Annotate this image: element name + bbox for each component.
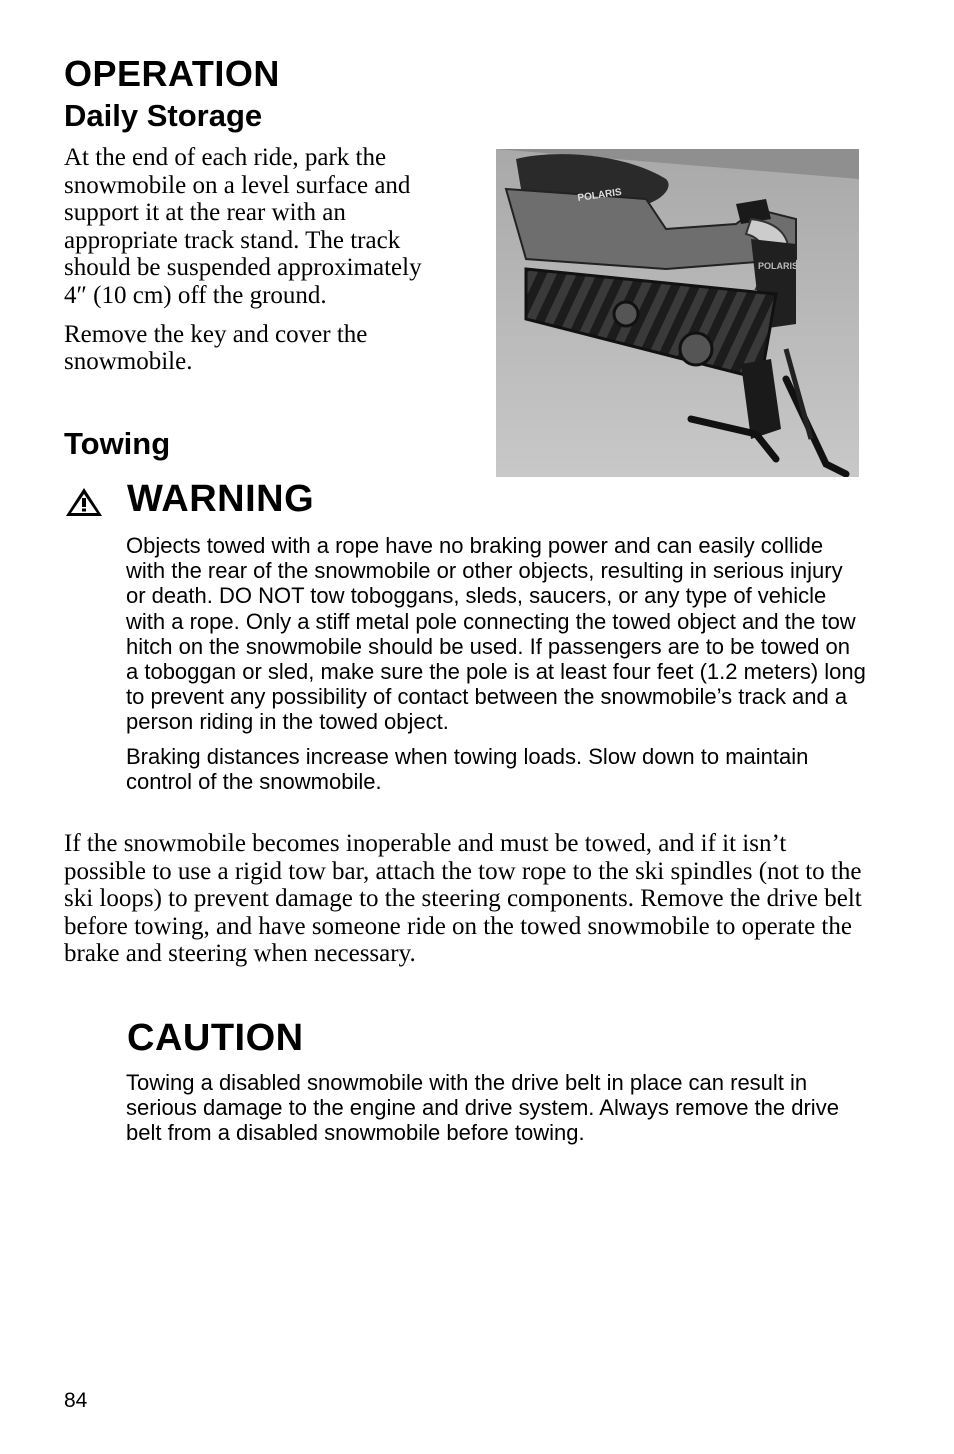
caution-text: Towing a disabled snowmobile with the drive belt in place can result in serious damage to the engine and drive system. Always remove the drive belt from a disabled snowmobile before towing. bbox=[126, 1070, 839, 1146]
warning-paragraph: Objects towed with a rope have no braking power and can easily collide with the rear of the snowmobile or other objects, resulting in serious injury or death. DO NOT tow toboggans, sleds, saucers, or any type of vehicle with a rope. Only a stiff metal pole connecting the towed object and the tow hitch on the snowmobile should be used. If passengers are to be towed on a toboggan or sled, make sure the pole is at least four feet (1.2 meters) long to prevent any possibility of contact between the snowmobile’s track and a person riding in the towed object. bbox=[126, 533, 866, 735]
daily-storage-paragraph: Remove the key and cover the snowmobile. bbox=[64, 320, 368, 376]
daily-storage-paragraph: At the end of each ride, park the snowmobile on a level surface and support it at the rear with an appropriate track stand. The track should be suspended approximately 4″ (10 cm) off the ground. bbox=[64, 144, 422, 309]
snowmobile-on-track-stand-photo bbox=[496, 149, 859, 477]
warning-label: WARNING bbox=[127, 478, 315, 520]
daily-storage-text bbox=[64, 144, 444, 387]
photo-brand-text: POLARIS bbox=[576, 186, 623, 204]
caution-label: CAUTION bbox=[127, 1017, 304, 1059]
photo-idler-wheel bbox=[614, 302, 638, 326]
subsection-title-daily-storage: Daily Storage bbox=[64, 98, 263, 133]
subsection-title-towing: Towing bbox=[64, 426, 171, 461]
warning-triangle-icon bbox=[64, 486, 104, 518]
warning-text bbox=[126, 533, 866, 803]
photo-idler-wheel bbox=[680, 333, 712, 365]
photo-flap-brand-text: POLARIS bbox=[758, 261, 799, 271]
page-number: 84 bbox=[64, 1389, 88, 1412]
warning-paragraph: Braking distances increase when towing loads. Slow down to maintain control of the snowmobile. bbox=[126, 743, 809, 794]
section-title: OPERATION bbox=[64, 53, 280, 94]
towing-body-text: If the snowmobile becomes inoperable and must be towed, and if it isn’t possible to use a rigid tow bar, attach the tow rope to the ski spindles (not to the ski loops) to prevent damage to the steering components. Remove the drive belt before towing, and have someone ride on the towed snowmobile to operate the brake and steering when necessary. bbox=[64, 830, 862, 968]
